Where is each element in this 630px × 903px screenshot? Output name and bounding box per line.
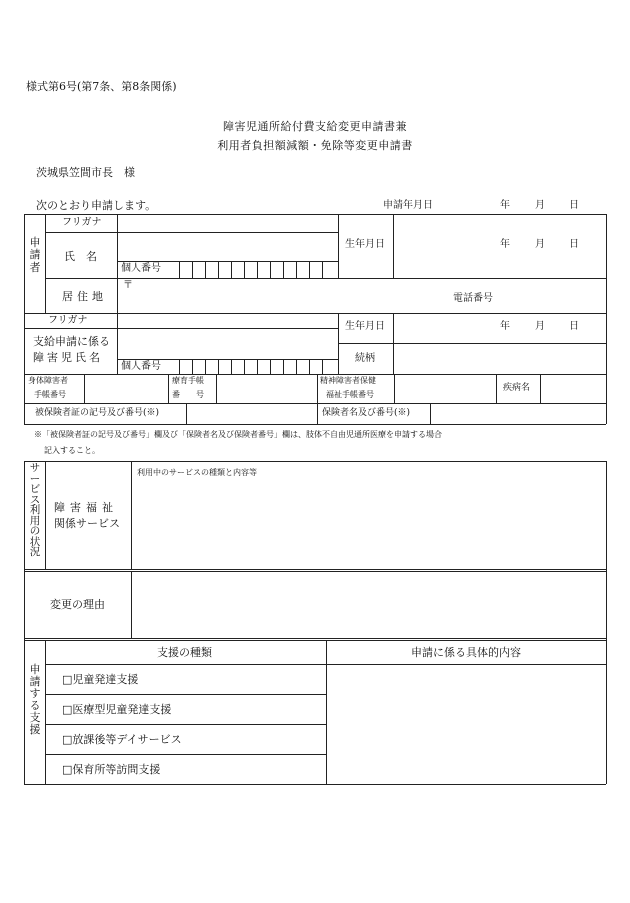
welfare-service-label-line1: 障害福祉 (54, 501, 118, 514)
note-line2: 記入すること。 (44, 446, 100, 455)
child-birth-day: 日 (569, 321, 579, 332)
applicant-birth-month: 月 (535, 239, 545, 250)
support-type-header: 支援の種類 (157, 646, 212, 659)
intro-text: 次のとおり申請します。 (36, 199, 157, 212)
disease-label: 疾病名 (503, 383, 531, 393)
change-reason-field[interactable] (133, 573, 604, 637)
applicant-name-label: 氏 名 (64, 250, 97, 263)
child-furigana-label: フリガナ (48, 315, 88, 326)
form-title-line2: 利用者負担額減額・免除等変更申請書 (217, 139, 413, 152)
service-status-section-label: サービス利用の状況 (29, 462, 41, 558)
application-date-year: 年 (500, 200, 510, 211)
form-title-line1: 障害児通所給付費支給変更申請書兼 (223, 120, 407, 133)
insurer-label: 保険者名及び番号(※) (322, 408, 411, 418)
change-reason-label: 変更の理由 (50, 598, 105, 611)
welfare-service-label-line2: 関係サービス (54, 517, 120, 530)
support-option-after-school-day-service[interactable]: □放課後等デイサービス (62, 733, 182, 746)
ryoiku-handbook-label-l1: 療育手帳 (172, 376, 204, 385)
support-detail-header: 申請に係る具体的内容 (411, 646, 521, 659)
support-option-nursery-visit-support[interactable]: □保育所等訪問支援 (62, 763, 161, 776)
applicant-section-label: 申請者 (29, 236, 41, 274)
addressee: 茨城県笠間市長 様 (36, 166, 135, 179)
postal-mark: 〒 (123, 280, 133, 291)
child-name-label-line2: 障害児氏名 (33, 351, 103, 364)
physical-handbook-label-l2: 手帳番号 (34, 390, 66, 399)
insurance-card-label: 被保険者証の記号及び番号(※) (35, 408, 160, 418)
applicant-birth-label: 生年月日 (345, 239, 385, 250)
support-option-child-development[interactable]: □児童発達支援 (62, 673, 139, 686)
mental-handbook-label-l1: 精神障害者保健 (320, 376, 376, 385)
service-content-field[interactable] (133, 480, 604, 567)
child-birth-year: 年 (500, 321, 510, 332)
application-date-month: 月 (535, 200, 545, 211)
ryoiku-handbook-label-l2: 番 号 (172, 390, 204, 399)
support-detail-field[interactable] (328, 666, 604, 782)
child-personal-number-label: 個人番号 (121, 361, 161, 372)
application-date-day: 日 (569, 200, 579, 211)
applicant-furigana-label: フリガナ (62, 217, 102, 228)
note-line1: ※「被保険者証の記号及び番号」欄及び「保険者名及び保険者番号」欄は、肢体不自由児通所医療を申請する場合 (34, 430, 442, 439)
form-number: 様式第6号(第7条、第8条関係) (26, 80, 177, 93)
support-section-label: 申請する支援 (29, 663, 41, 737)
support-option-medical-child-development[interactable]: □医療型児童発達支援 (62, 703, 172, 716)
applicant-birth-year: 年 (500, 239, 510, 250)
application-date-label: 申請年月日 (383, 200, 433, 211)
applicant-address-label: 居住地 (62, 290, 107, 303)
child-relation-label: 続柄 (355, 353, 375, 364)
applicant-personal-number-label: 個人番号 (121, 263, 161, 274)
child-name-label-line1: 支給申請に係る (33, 335, 110, 348)
applicant-birth-day: 日 (569, 239, 579, 250)
child-birth-label: 生年月日 (345, 321, 385, 332)
physical-handbook-label-l1: 身体障害者 (28, 376, 68, 385)
child-birth-month: 月 (535, 321, 545, 332)
mental-handbook-label-l2: 福祉手帳番号 (326, 390, 374, 399)
service-content-hint: 利用中のサービスの種類と内容等 (137, 468, 257, 477)
applicant-phone-label: 電話番号 (453, 293, 493, 304)
